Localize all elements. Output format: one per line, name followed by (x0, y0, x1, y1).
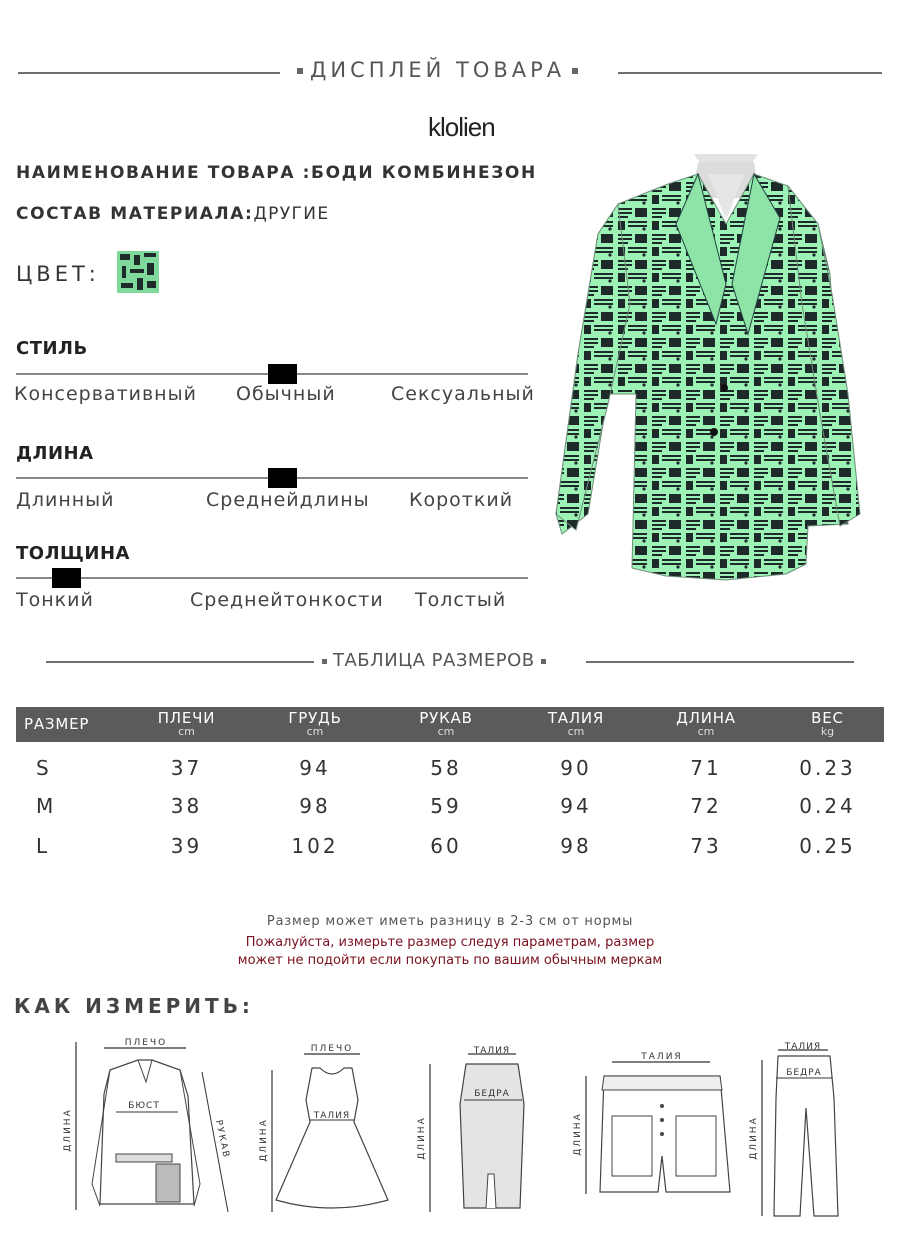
display-section-title (290, 58, 585, 82)
dress-shoulder-label: ПЛЕЧО (310, 1044, 354, 1054)
bust-label: БЮСТ (128, 1101, 160, 1111)
table-cell: 94 (560, 794, 592, 818)
square-bullet-icon (322, 659, 327, 664)
sleeve-label: РУКАВ (212, 1119, 231, 1161)
table-cell: 39 (170, 834, 203, 858)
table-cell: 98 (560, 834, 592, 858)
dress-length-label: ДЛИНА (259, 1118, 269, 1162)
length-option-long: Длинный (16, 489, 115, 511)
header-waist-unit: cm (567, 725, 585, 738)
divider-right (618, 72, 882, 74)
thickness-option-medium: Среднейтонкости (190, 589, 384, 611)
header-shoulder (124, 707, 249, 742)
pants-hips-label: БЕДРА (786, 1068, 822, 1078)
how-to-measure-title: КАК ИЗМЕРИТЬ: (14, 994, 254, 1018)
skirt-waist-label: ТАЛИЯ (473, 1046, 511, 1056)
material-composition (16, 204, 330, 224)
product-name-label: НАИМЕНОВАНИЕ ТОВАРА : (16, 163, 312, 183)
material-label: СОСТАВ МАТЕРИАЛА: (16, 204, 254, 224)
skirt-hips-label: БЕДРА (474, 1089, 510, 1099)
table-cell: 90 (560, 756, 592, 780)
size-divider-right (586, 661, 854, 663)
length-option-medium: Среднейдлины (206, 489, 370, 511)
table-cell: 0.25 (799, 834, 856, 858)
header-size-text: РАЗМЕР (24, 715, 90, 733)
table-cell: 94 (299, 756, 331, 780)
header-length-text: ДЛИНА (676, 709, 736, 727)
square-bullet-icon (297, 68, 303, 74)
thickness-option-thin: Тонкий (16, 589, 94, 611)
table-cell: 59 (430, 794, 462, 818)
style-option-sexy: Сексуальный (391, 383, 535, 405)
table-cell: 0.23 (799, 756, 856, 780)
size-cell: L (36, 834, 48, 858)
header-waist-text: ТАЛИЯ (547, 709, 605, 727)
header-length (641, 707, 771, 742)
product-name (16, 163, 537, 183)
header-weight-text: ВЕС (811, 709, 844, 727)
header-weight (771, 707, 884, 742)
size-table-header (16, 707, 884, 742)
shoulder-label: ПЛЕЧО (124, 1038, 168, 1048)
style-option-casual: Обычный (236, 383, 336, 405)
header-weight-unit: kg (820, 725, 835, 738)
header-size (16, 707, 124, 742)
size-title-text: ТАБЛИЦА РАЗМЕРОВ (333, 650, 535, 671)
table-cell: 38 (170, 794, 203, 818)
length-marker (268, 468, 297, 488)
pants-length-label: ДЛИНА (749, 1116, 759, 1160)
thickness-marker (52, 568, 81, 588)
table-cell: 72 (690, 794, 722, 818)
thickness-option-thick: Толстый (415, 589, 507, 611)
divider-left (18, 72, 280, 74)
jacket-diagram (60, 1034, 240, 1226)
size-note: Размер может иметь разницу в 2-3 см от нормы (266, 914, 634, 929)
measure-warning-line2: может не подойти если покупать по вашим обычным меркам (237, 953, 663, 968)
size-section-title (316, 650, 552, 671)
table-cell: 0.24 (799, 794, 856, 818)
color-label: ЦВЕТ: (16, 262, 100, 286)
shorts-waist-label: ТАЛИЯ (641, 1052, 683, 1062)
table-cell: 58 (430, 756, 462, 780)
table-cell: 37 (170, 756, 203, 780)
table-cell: 102 (291, 834, 339, 858)
length-label: ДЛИНА (63, 1108, 73, 1152)
size-divider-left (46, 661, 314, 663)
size-table (16, 707, 884, 866)
table-cell: 98 (299, 794, 331, 818)
style-marker (268, 364, 297, 384)
square-bullet-icon (541, 659, 546, 664)
display-title-text: ДИСПЛЕЙ ТОВАРА (310, 58, 566, 82)
style-option-conservative: Консервативный (14, 383, 197, 405)
header-chest-text: ГРУДЬ (288, 709, 342, 727)
length-label: ДЛИНА (16, 443, 94, 464)
table-row (16, 826, 884, 866)
measure-warning-line1: Пожалуйста, измерьте размер следуя параметрам, размер (245, 935, 655, 950)
pants-waist-label: ТАЛИЯ (784, 1042, 822, 1052)
header-sleeve-text: РУКАВ (419, 709, 473, 727)
header-waist (511, 707, 641, 742)
length-option-short: Короткий (409, 489, 514, 511)
size-cell: M (36, 794, 54, 818)
material-value: ДРУГИЕ (253, 204, 330, 224)
table-cell: 73 (690, 834, 722, 858)
product-name-value: БОДИ КОМБИНЕЗОН (311, 163, 537, 183)
dress-diagram (258, 1040, 408, 1220)
shorts-length-label: ДЛИНА (573, 1112, 583, 1156)
thickness-label: ТОЛЩИНА (16, 543, 130, 564)
table-cell: 60 (430, 834, 462, 858)
pants-diagram (748, 1038, 868, 1228)
table-row (16, 742, 884, 786)
measure-warning (0, 934, 900, 970)
product-photo (548, 154, 888, 606)
skirt-diagram (414, 1044, 544, 1224)
table-cell: 71 (690, 756, 722, 780)
brand-logo: klolien (428, 112, 495, 142)
header-shoulder-unit: cm (178, 725, 195, 738)
header-length-unit: cm (697, 725, 715, 738)
thickness-track (16, 577, 528, 579)
header-sleeve-unit: cm (437, 725, 455, 738)
header-sleeve (381, 707, 511, 742)
dress-waist-label: ТАЛИЯ (313, 1111, 351, 1121)
size-cell: S (36, 756, 49, 780)
color-swatch (117, 251, 159, 293)
square-bullet-icon (572, 68, 578, 74)
header-chest-unit: cm (306, 725, 324, 738)
header-chest (249, 707, 381, 742)
style-label: СТИЛЬ (16, 338, 88, 359)
header-shoulder-text: ПЛЕЧИ (157, 709, 216, 727)
skirt-length-label: ДЛИНА (417, 1116, 427, 1160)
shorts-diagram (570, 1046, 740, 1206)
table-row (16, 786, 884, 826)
